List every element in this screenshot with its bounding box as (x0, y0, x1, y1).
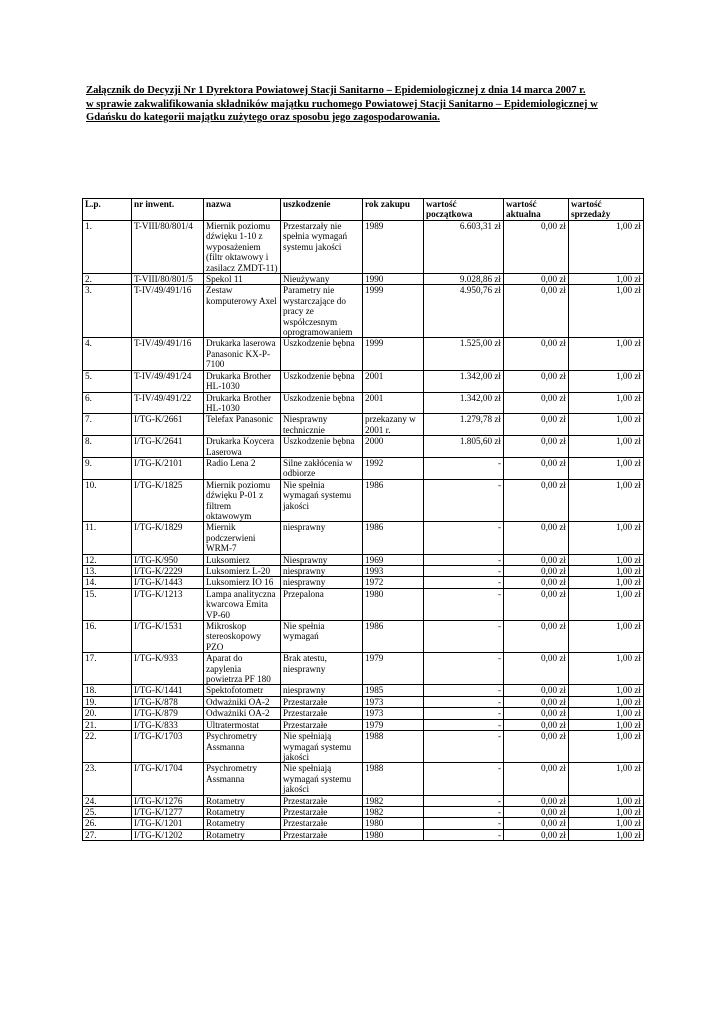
cell-inventory-number: I/TG-K/1276 (132, 795, 204, 806)
cell-name: Miernik poziomu dźwięku 1-10 z wyposażeniem (filtr oktawowy i zasilacz ZMDT-11) (204, 221, 281, 274)
cell-current-value: 0,00 zł (504, 588, 569, 620)
cell-sale-value: 1,00 zł (569, 522, 644, 554)
cell-purchase-year: 1999 (363, 285, 424, 338)
table-row (83, 414, 644, 436)
cell-lp: 7. (83, 414, 132, 436)
cell-damage: Nie spełniają wymagań systemu jakości (281, 731, 363, 763)
cell-damage: Uszkodzenie bębna (281, 338, 363, 370)
cell-sale-value: 1,00 zł (569, 414, 644, 436)
cell-initial-value: - (424, 566, 504, 577)
cell-inventory-number: I/TG-K/1277 (132, 806, 204, 817)
cell-current-value: 0,00 zł (504, 457, 569, 479)
header-current-value: wartość aktualna (504, 199, 569, 221)
cell-lp: 5. (83, 370, 132, 392)
cell-lp: 15. (83, 588, 132, 620)
cell-purchase-year: 1986 (363, 621, 424, 653)
cell-inventory-number: T-IV/49/491/22 (132, 392, 204, 414)
cell-current-value: 0,00 zł (504, 621, 569, 653)
cell-sale-value: 1,00 zł (569, 338, 644, 370)
cell-lp: 26. (83, 818, 132, 829)
cell-name: Psychrometry Assmanna (204, 763, 281, 795)
cell-initial-value: 1.525,00 zł (424, 338, 504, 370)
table-row (83, 577, 644, 588)
cell-damage: Przestarzałe (281, 795, 363, 806)
cell-inventory-number: T-VIII/80/801/4 (132, 221, 204, 274)
cell-initial-value: - (424, 829, 504, 840)
cell-name: Miernik podczerwieni WRM-7 (204, 522, 281, 554)
table-row (83, 829, 644, 840)
cell-inventory-number: I/TG-K/2641 (132, 436, 204, 458)
table-row (83, 566, 644, 577)
table-row (83, 818, 644, 829)
cell-sale-value: 1,00 zł (569, 719, 644, 730)
cell-damage: Przestarzałe (281, 696, 363, 707)
inventory-table (82, 198, 644, 841)
cell-damage: Przestarzałe (281, 806, 363, 817)
cell-purchase-year: 1980 (363, 829, 424, 840)
cell-name: Zestaw komputerowy Axel (204, 285, 281, 338)
cell-current-value: 0,00 zł (504, 577, 569, 588)
heading-line-3: Gdańsku do kategorii majątku zużytego oraz sposobu jego zagospodarowania. (86, 112, 440, 123)
cell-sale-value: 1,00 zł (569, 221, 644, 274)
cell-damage: Nie spełniają wymagań systemu jakości (281, 763, 363, 795)
table-row (83, 731, 644, 763)
cell-purchase-year: 1980 (363, 818, 424, 829)
cell-inventory-number: I/TG-K/1704 (132, 763, 204, 795)
cell-damage: Przestarzałe (281, 708, 363, 719)
cell-purchase-year: 1979 (363, 653, 424, 685)
cell-current-value: 0,00 zł (504, 392, 569, 414)
cell-name: Aparat do zapylenia powietrza PF 180 (204, 653, 281, 685)
cell-sale-value: 1,00 zł (569, 457, 644, 479)
cell-damage: Niesprawny (281, 554, 363, 565)
table-row (83, 708, 644, 719)
cell-name: Lampa analityczna kwarcowa Emita VP-60 (204, 588, 281, 620)
cell-purchase-year: 1982 (363, 795, 424, 806)
table-row (83, 522, 644, 554)
cell-current-value: 0,00 zł (504, 653, 569, 685)
cell-purchase-year: 1986 (363, 479, 424, 522)
cell-damage: Nieużywany (281, 274, 363, 285)
cell-current-value: 0,00 zł (504, 436, 569, 458)
cell-initial-value: - (424, 457, 504, 479)
cell-name: Rotametry (204, 829, 281, 840)
cell-purchase-year: 1980 (363, 588, 424, 620)
cell-lp: 24. (83, 795, 132, 806)
cell-current-value: 0,00 zł (504, 806, 569, 817)
cell-purchase-year: 1973 (363, 708, 424, 719)
cell-current-value: 0,00 zł (504, 274, 569, 285)
cell-damage: Nie spełnia wymagań systemu jakości (281, 479, 363, 522)
cell-inventory-number: I/TG-K/833 (132, 719, 204, 730)
cell-initial-value: - (424, 696, 504, 707)
cell-name: Rotametry (204, 806, 281, 817)
cell-name: Drukarka Koycera Laserowa (204, 436, 281, 458)
cell-initial-value: 4.950,76 zł (424, 285, 504, 338)
header-lp: L.p. (83, 199, 132, 221)
cell-damage: Parametry nie wystarczające do pracy ze współczesnym oprogramowaniem (281, 285, 363, 338)
cell-sale-value: 1,00 zł (569, 708, 644, 719)
cell-current-value: 0,00 zł (504, 829, 569, 840)
cell-lp: 25. (83, 806, 132, 817)
cell-lp: 14. (83, 577, 132, 588)
cell-current-value: 0,00 zł (504, 221, 569, 274)
cell-lp: 23. (83, 763, 132, 795)
cell-damage: Brak atestu, niesprawny (281, 653, 363, 685)
cell-lp: 20. (83, 708, 132, 719)
cell-current-value: 0,00 zł (504, 731, 569, 763)
cell-lp: 4. (83, 338, 132, 370)
cell-damage: niesprawny (281, 566, 363, 577)
cell-damage: niesprawny (281, 522, 363, 554)
cell-inventory-number: I/TG-K/2661 (132, 414, 204, 436)
cell-lp: 3. (83, 285, 132, 338)
cell-sale-value: 1,00 zł (569, 829, 644, 840)
cell-damage: Nie spełnia wymagań (281, 621, 363, 653)
cell-current-value: 0,00 zł (504, 285, 569, 338)
cell-name: Radio Lena 2 (204, 457, 281, 479)
cell-inventory-number: I/TG-K/933 (132, 653, 204, 685)
header-initial-value: wartość początkowa (424, 199, 504, 221)
cell-purchase-year: 1973 (363, 696, 424, 707)
cell-inventory-number: T-IV/49/491/16 (132, 285, 204, 338)
cell-inventory-number: T-IV/49/491/24 (132, 370, 204, 392)
table-row (83, 392, 644, 414)
cell-initial-value: - (424, 806, 504, 817)
table-row (83, 554, 644, 565)
cell-name: Mikroskop stereoskopowy PZO (204, 621, 281, 653)
cell-initial-value: - (424, 522, 504, 554)
cell-name: Spekol 11 (204, 274, 281, 285)
cell-initial-value: - (424, 588, 504, 620)
cell-purchase-year: 2001 (363, 392, 424, 414)
cell-damage: niesprawny (281, 685, 363, 696)
cell-name: Miernik poziomu dźwięku P-01 z filtrem oktawowym (204, 479, 281, 522)
cell-sale-value: 1,00 zł (569, 392, 644, 414)
cell-initial-value: - (424, 479, 504, 522)
cell-lp: 8. (83, 436, 132, 458)
cell-damage: Przestarzałe (281, 829, 363, 840)
cell-lp: 27. (83, 829, 132, 840)
cell-inventory-number: T-VIII/80/801/5 (132, 274, 204, 285)
cell-name: Rotametry (204, 818, 281, 829)
cell-inventory-number: I/TG-K/878 (132, 696, 204, 707)
cell-initial-value: - (424, 763, 504, 795)
document-heading (86, 84, 646, 125)
cell-initial-value: - (424, 818, 504, 829)
cell-name: Luksomierz IO 16 (204, 577, 281, 588)
cell-name: Odważniki OA-2 (204, 696, 281, 707)
header-sale-value: wartość sprzedaży (569, 199, 644, 221)
cell-initial-value: - (424, 685, 504, 696)
cell-name: Drukarka Brother HL-1030 (204, 392, 281, 414)
cell-initial-value: - (424, 708, 504, 719)
cell-purchase-year: 1972 (363, 577, 424, 588)
cell-purchase-year: 2000 (363, 436, 424, 458)
cell-inventory-number: I/TG-K/2229 (132, 566, 204, 577)
heading-line-2: w sprawie zakwalifikowania składników majątku ruchomego Powiatowej Stacji Sanitarno – Epidemiologicznej w (86, 98, 598, 110)
cell-sale-value: 1,00 zł (569, 274, 644, 285)
cell-damage: Przestarzały nie spełnia wymagań systemu jakości (281, 221, 363, 274)
cell-damage: Uszkodzenie bębna (281, 392, 363, 414)
cell-name: Telefax Panasonic (204, 414, 281, 436)
table-row (83, 285, 644, 338)
cell-purchase-year: 1999 (363, 338, 424, 370)
cell-current-value: 0,00 zł (504, 696, 569, 707)
cell-purchase-year: przekazany w 2001 r. (363, 414, 424, 436)
cell-inventory-number: I/TG-K/879 (132, 708, 204, 719)
cell-inventory-number: I/TG-K/1531 (132, 621, 204, 653)
table-row (83, 457, 644, 479)
cell-damage: Przestarzałe (281, 719, 363, 730)
cell-name: Odważniki OA-2 (204, 708, 281, 719)
cell-initial-value: - (424, 577, 504, 588)
cell-current-value: 0,00 zł (504, 719, 569, 730)
cell-lp: 17. (83, 653, 132, 685)
table-row (83, 221, 644, 274)
cell-current-value: 0,00 zł (504, 763, 569, 795)
cell-initial-value: 6.603,31 zł (424, 221, 504, 274)
cell-initial-value: 9.028,86 zł (424, 274, 504, 285)
cell-sale-value: 1,00 zł (569, 577, 644, 588)
cell-inventory-number: I/TG-K/1201 (132, 818, 204, 829)
cell-inventory-number: I/TG-K/1829 (132, 522, 204, 554)
cell-lp: 21. (83, 719, 132, 730)
cell-name: Ultratermostat (204, 719, 281, 730)
cell-sale-value: 1,00 zł (569, 696, 644, 707)
table-row (83, 338, 644, 370)
cell-sale-value: 1,00 zł (569, 621, 644, 653)
cell-lp: 10. (83, 479, 132, 522)
cell-lp: 11. (83, 522, 132, 554)
cell-inventory-number: I/TG-K/1443 (132, 577, 204, 588)
cell-inventory-number: I/TG-K/1703 (132, 731, 204, 763)
cell-name: Rotametry (204, 795, 281, 806)
cell-damage: Niesprawny technicznie (281, 414, 363, 436)
cell-initial-value: - (424, 554, 504, 565)
cell-lp: 2. (83, 274, 132, 285)
cell-damage: niesprawny (281, 577, 363, 588)
cell-purchase-year: 1969 (363, 554, 424, 565)
table-row (83, 763, 644, 795)
cell-inventory-number: I/TG-K/2101 (132, 457, 204, 479)
cell-inventory-number: I/TG-K/950 (132, 554, 204, 565)
cell-purchase-year: 2001 (363, 370, 424, 392)
cell-lp: 1. (83, 221, 132, 274)
cell-sale-value: 1,00 zł (569, 795, 644, 806)
cell-inventory-number: I/TG-K/1213 (132, 588, 204, 620)
table-row (83, 685, 644, 696)
heading-line-1: Załącznik do Decyzji Nr 1 Dyrektora Powiatowej Stacji Sanitarno – Epidemiologicznej z dnia 14 marca 2007 r. (86, 85, 586, 96)
cell-purchase-year: 1985 (363, 685, 424, 696)
cell-current-value: 0,00 zł (504, 818, 569, 829)
table-row (83, 621, 644, 653)
cell-name: Drukarka Brother HL-1030 (204, 370, 281, 392)
cell-initial-value: - (424, 653, 504, 685)
cell-initial-value: 1.805,60 zł (424, 436, 504, 458)
table-row (83, 436, 644, 458)
cell-name: Luksomierz L-20 (204, 566, 281, 577)
cell-purchase-year: 1993 (363, 566, 424, 577)
cell-sale-value: 1,00 zł (569, 731, 644, 763)
cell-inventory-number: I/TG-K/1202 (132, 829, 204, 840)
table-header-row (83, 199, 644, 221)
table-row (83, 588, 644, 620)
cell-current-value: 0,00 zł (504, 554, 569, 565)
table-row (83, 479, 644, 522)
cell-initial-value: - (424, 795, 504, 806)
table-row (83, 795, 644, 806)
cell-name: Luksomierz (204, 554, 281, 565)
cell-initial-value: 1.342,00 zł (424, 370, 504, 392)
cell-current-value: 0,00 zł (504, 338, 569, 370)
cell-initial-value: 1.342,00 zł (424, 392, 504, 414)
cell-lp: 6. (83, 392, 132, 414)
cell-initial-value: - (424, 621, 504, 653)
cell-damage: Uszkodzenie bębna (281, 436, 363, 458)
cell-lp: 19. (83, 696, 132, 707)
header-purchase-year: rok zakupu (363, 199, 424, 221)
cell-purchase-year: 1989 (363, 221, 424, 274)
cell-purchase-year: 1986 (363, 522, 424, 554)
cell-sale-value: 1,00 zł (569, 436, 644, 458)
cell-inventory-number: I/TG-K/1825 (132, 479, 204, 522)
header-inventory-number: nr inwent. (132, 199, 204, 221)
cell-sale-value: 1,00 zł (569, 370, 644, 392)
cell-damage: Uszkodzenie bębna (281, 370, 363, 392)
cell-purchase-year: 1988 (363, 731, 424, 763)
cell-purchase-year: 1988 (363, 763, 424, 795)
table-body (83, 221, 644, 841)
table-row (83, 696, 644, 707)
cell-sale-value: 1,00 zł (569, 653, 644, 685)
cell-sale-value: 1,00 zł (569, 818, 644, 829)
cell-sale-value: 1,00 zł (569, 479, 644, 522)
cell-inventory-number: I/TG-K/1441 (132, 685, 204, 696)
cell-lp: 18. (83, 685, 132, 696)
cell-current-value: 0,00 zł (504, 414, 569, 436)
cell-current-value: 0,00 zł (504, 479, 569, 522)
cell-current-value: 0,00 zł (504, 566, 569, 577)
cell-name: Psychrometry Assmanna (204, 731, 281, 763)
cell-name: Drukarka laserowa Panasonic KX-P-7100 (204, 338, 281, 370)
header-name: nazwa (204, 199, 281, 221)
cell-sale-value: 1,00 zł (569, 763, 644, 795)
cell-initial-value: 1.279,78 zł (424, 414, 504, 436)
cell-sale-value: 1,00 zł (569, 285, 644, 338)
table-row (83, 653, 644, 685)
cell-initial-value: - (424, 731, 504, 763)
cell-purchase-year: 1992 (363, 457, 424, 479)
table-row (83, 370, 644, 392)
cell-current-value: 0,00 zł (504, 795, 569, 806)
table-row (83, 719, 644, 730)
cell-damage: Przepalona (281, 588, 363, 620)
cell-sale-value: 1,00 zł (569, 554, 644, 565)
cell-name: Spektofotometr (204, 685, 281, 696)
cell-inventory-number: T-IV/49/491/16 (132, 338, 204, 370)
cell-damage: Przestarzałe (281, 818, 363, 829)
table-row (83, 274, 644, 285)
cell-purchase-year: 1979 (363, 719, 424, 730)
cell-damage: Silne zakłócenia w odbiorze (281, 457, 363, 479)
cell-purchase-year: 1982 (363, 806, 424, 817)
cell-sale-value: 1,00 zł (569, 685, 644, 696)
cell-sale-value: 1,00 zł (569, 806, 644, 817)
cell-lp: 16. (83, 621, 132, 653)
cell-lp: 12. (83, 554, 132, 565)
table-row (83, 806, 644, 817)
header-damage: uszkodzenie (281, 199, 363, 221)
cell-initial-value: - (424, 719, 504, 730)
cell-sale-value: 1,00 zł (569, 566, 644, 577)
cell-current-value: 0,00 zł (504, 370, 569, 392)
cell-current-value: 0,00 zł (504, 685, 569, 696)
cell-sale-value: 1,00 zł (569, 588, 644, 620)
cell-lp: 22. (83, 731, 132, 763)
cell-lp: 13. (83, 566, 132, 577)
cell-purchase-year: 1990 (363, 274, 424, 285)
cell-current-value: 0,00 zł (504, 708, 569, 719)
cell-lp: 9. (83, 457, 132, 479)
cell-current-value: 0,00 zł (504, 522, 569, 554)
